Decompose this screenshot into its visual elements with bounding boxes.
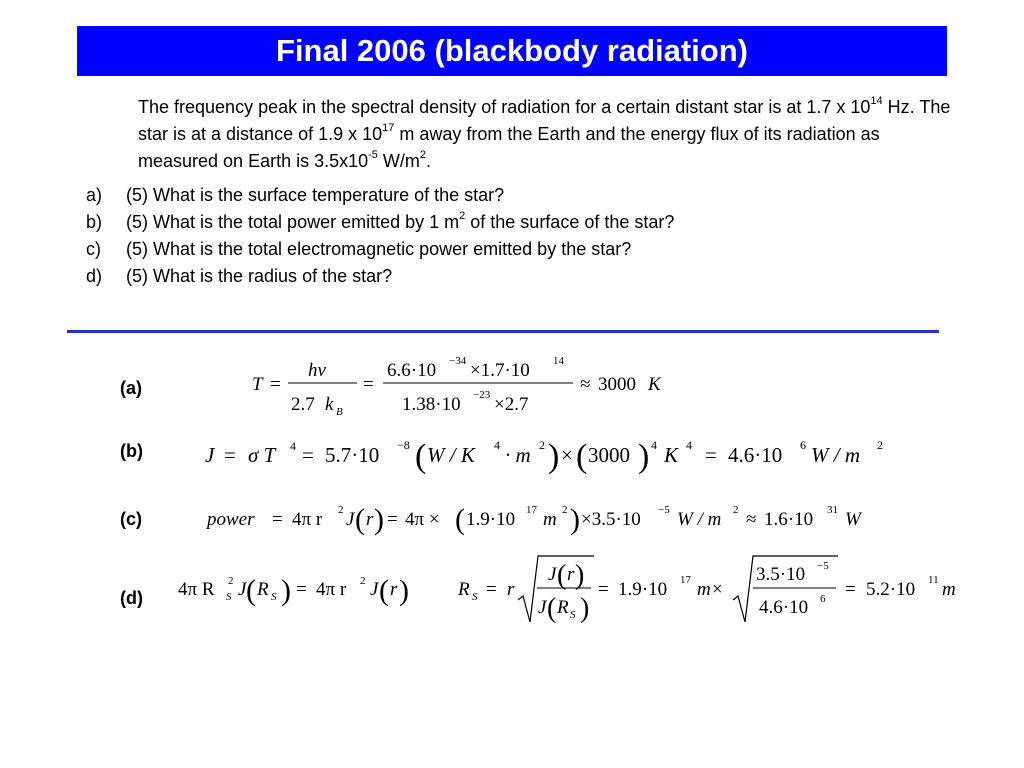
eq-a-num2-b-exp: 14 <box>553 355 564 367</box>
eq-d-lhs-J: J <box>238 579 247 600</box>
eq-c-rhs1-b: J <box>346 509 355 530</box>
intro-text-5: . <box>426 151 432 171</box>
eq-d-rhs-exp: 2 <box>360 575 366 587</box>
eq-d-val1-unit: m× <box>697 579 724 600</box>
eq-c-times: ×3.5·10 <box>581 509 641 530</box>
eq-a-num2: 6.6·10 <box>387 360 437 381</box>
eq-d-rhs-arg: r <box>390 579 398 600</box>
eq-d-eq2: = <box>486 579 497 600</box>
intro-text-4: W/m <box>377 151 420 171</box>
eq-d-Rs: R <box>458 579 470 600</box>
question-text-part: (5) What is the total power emitted by 1 m <box>126 212 460 232</box>
eq-b-unit1-b: · m <box>505 443 531 467</box>
eq-a-den1-sub: B <box>336 406 343 418</box>
eq-a-num2-b: ×1.7·10 <box>470 360 530 381</box>
eq-b-result-unit-exp: 2 <box>877 438 883 452</box>
eq-a-den2: 1.38·10 <box>402 394 461 415</box>
equation-a <box>252 355 662 418</box>
intro-text-3: m away from the Earth and the energy flux of its radiation as measured on Earth is 3.5x10 <box>138 124 880 171</box>
eq-d-frac2-den-exp: 6 <box>820 593 826 605</box>
eq-b-K-exp: 4 <box>686 438 692 452</box>
eq-b-K: K <box>664 443 679 467</box>
eq-b-unit1: W / K <box>427 443 475 467</box>
eq-a-num2-exp: −34 <box>449 355 467 367</box>
eq-b-J: J <box>205 443 215 467</box>
eq-c-paren-open-2: ( <box>455 503 465 536</box>
eq-d-frac-num-arg: r <box>567 564 575 585</box>
eq-a-den1-k: k <box>325 394 334 415</box>
eq-b-temp-exp: 4 <box>651 438 657 452</box>
eq-c-lhs: power <box>207 509 255 530</box>
eq-b-eq-2: = <box>302 443 314 467</box>
eq-d-r: r <box>507 579 515 600</box>
eq-c-rhs1: 4π r <box>292 509 323 530</box>
question-letter: d) <box>86 266 103 286</box>
eq-a-result: 3000 <box>598 374 636 395</box>
eq-d-frac2-num: 3.5·10 <box>756 564 806 585</box>
eq-c-eq: = <box>272 509 283 530</box>
eq-b-times: × <box>561 443 573 467</box>
question-letter: b) <box>86 212 103 232</box>
intro-exp-4: 2 <box>419 149 427 161</box>
eq-c-result-unit: W <box>845 509 861 530</box>
solution-label-b: (b) <box>120 441 143 461</box>
page-title: Final 2006 (blackbody radiation) <box>275 33 748 68</box>
eq-a-den2-exp: −23 <box>473 389 491 401</box>
eq-d-result-exp: 11 <box>928 574 939 586</box>
eq-d-frac2-den: 4.6·10 <box>759 597 809 618</box>
eq-c-rhs1-arg: r <box>366 509 374 530</box>
eq-d-frac-den-paren-open: ( <box>547 593 557 624</box>
eq-d-lhs-arg: R <box>257 579 269 600</box>
eq-a-result-unit: K <box>648 374 661 395</box>
eq-d-paren-close: ) <box>281 574 291 607</box>
eq-a-den2-b: ×2.7 <box>494 394 529 415</box>
eq-a-eq: = <box>270 374 281 395</box>
eq-d-lhs-exp: 2 <box>228 575 234 587</box>
eq-d-eq3: = <box>598 579 609 600</box>
intro-exp-2: 17 <box>382 122 395 134</box>
solution-label-a: (a) <box>120 378 142 398</box>
eq-d-frac-den: J <box>538 597 547 618</box>
solution-label-d: (d) <box>120 588 143 608</box>
eq-c-rhs1-exp: 2 <box>338 504 344 516</box>
eq-b-coef: 5.7·10 <box>325 443 380 467</box>
eq-b-temp: 3000 <box>588 443 630 467</box>
eq-d-rhs: 4π r <box>316 579 347 600</box>
eq-d-frac-num: J <box>548 564 557 585</box>
eq-b-paren-close: ) <box>548 438 560 475</box>
eq-c-dist-exp: 17 <box>526 504 537 516</box>
eq-b-paren-close-2: ) <box>638 438 650 475</box>
eq-a-T: T <box>252 374 263 395</box>
eq-b-result: 4.6·10 <box>728 443 783 467</box>
eq-d-rhs-J: J <box>370 579 379 600</box>
question-letter: a) <box>86 185 103 205</box>
eq-c-paren-close-2: ) <box>570 503 580 536</box>
eq-b-eq: = <box>224 443 236 467</box>
intro-exp-1: 14 <box>870 95 883 107</box>
eq-d-frac-num-paren-close: ) <box>575 560 585 591</box>
eq-c-result-exp: 31 <box>827 504 838 516</box>
eq-c-rhs2: 4π × <box>405 509 440 530</box>
eq-b-eq2: = <box>705 443 717 467</box>
question-text: (5) What is the surface temperature of the star? <box>126 185 505 205</box>
intro-text-1: The frequency peak in the spectral density of radiation for a certain distant star is at 1.7 x 10 <box>138 97 871 117</box>
eq-d-paren-open-2: ( <box>379 574 389 607</box>
eq-d-Rs-sub: S <box>472 591 478 603</box>
eq-b-result-exp: 6 <box>800 438 806 452</box>
eq-c-dist-unit-exp: 2 <box>562 504 568 516</box>
eq-c-flux-unit-exp: 2 <box>733 504 739 516</box>
eq-a-num1: hν <box>308 360 326 381</box>
eq-c-paren-open: ( <box>355 503 365 536</box>
eq-a-den1-coef: 2.7 <box>291 394 315 415</box>
eq-d-val1-exp: 17 <box>680 574 691 586</box>
eq-a-approx: ≈ <box>580 374 591 395</box>
eq-b-unit1-b-exp: 2 <box>539 438 545 452</box>
eq-c-result: 1.6·10 <box>764 509 814 530</box>
intro-text-2: Hz. The star is at a distance of 1.9 x 10 <box>138 97 951 144</box>
eq-c-approx: ≈ <box>746 509 757 530</box>
eq-d-result: 5.2·10 <box>866 579 916 600</box>
eq-d-eq4: = <box>845 579 856 600</box>
eq-b-paren-open-2: ( <box>576 438 588 475</box>
eq-d-frac-den-sub: S <box>570 609 576 621</box>
question-text-part: of the surface of the star? <box>465 212 675 232</box>
eq-b-paren-open: ( <box>415 438 427 475</box>
eq-d-lhs-sub: S <box>226 591 232 603</box>
eq-d-paren-close-2: ) <box>399 574 409 607</box>
eq-d-lhs-arg-sub: S <box>271 591 277 603</box>
eq-d-frac-num-paren-open: ( <box>557 560 567 591</box>
eq-c-paren-close: ) <box>374 503 384 536</box>
eq-b-sigmaT: σ T <box>248 443 276 467</box>
eq-d-result-unit: m <box>942 579 956 600</box>
eq-c-eq2: = <box>387 509 398 530</box>
eq-d-lhs: 4π R <box>178 579 215 600</box>
eq-b-unit1-exp: 4 <box>494 438 500 452</box>
eq-d-frac-den-arg: R <box>557 597 569 618</box>
eq-c-flux-exp: −5 <box>658 504 670 516</box>
equation-b <box>205 438 883 475</box>
intro-exp-3: -5 <box>368 149 378 161</box>
question-text: (5) What is the radius of the star? <box>126 266 393 286</box>
equation-d <box>178 556 956 624</box>
eq-b-coef-exp: −8 <box>397 438 410 452</box>
eq-d-val1: 1.9·10 <box>618 579 668 600</box>
eq-d-frac2-num-exp: −5 <box>817 560 829 572</box>
eq-d-eq: = <box>296 579 307 600</box>
eq-c-dist: 1.9·10 <box>466 509 516 530</box>
eq-a-eq2: = <box>363 374 374 395</box>
eq-d-paren-open: ( <box>246 574 256 607</box>
question-text: (5) What is the total electromagnetic power emitted by the star? <box>126 239 632 259</box>
question-exp: 2 <box>459 210 466 222</box>
eq-b-result-unit: W / m <box>811 443 860 467</box>
eq-d-frac-den-paren-close: ) <box>580 593 590 624</box>
equation-c <box>205 503 863 536</box>
eq-b-exp4: 4 <box>290 439 296 453</box>
question-letter: c) <box>86 239 101 259</box>
eq-c-dist-unit: m <box>543 509 557 530</box>
solution-label-c: (c) <box>120 509 142 529</box>
eq-c-flux-unit: W / m <box>677 509 722 530</box>
